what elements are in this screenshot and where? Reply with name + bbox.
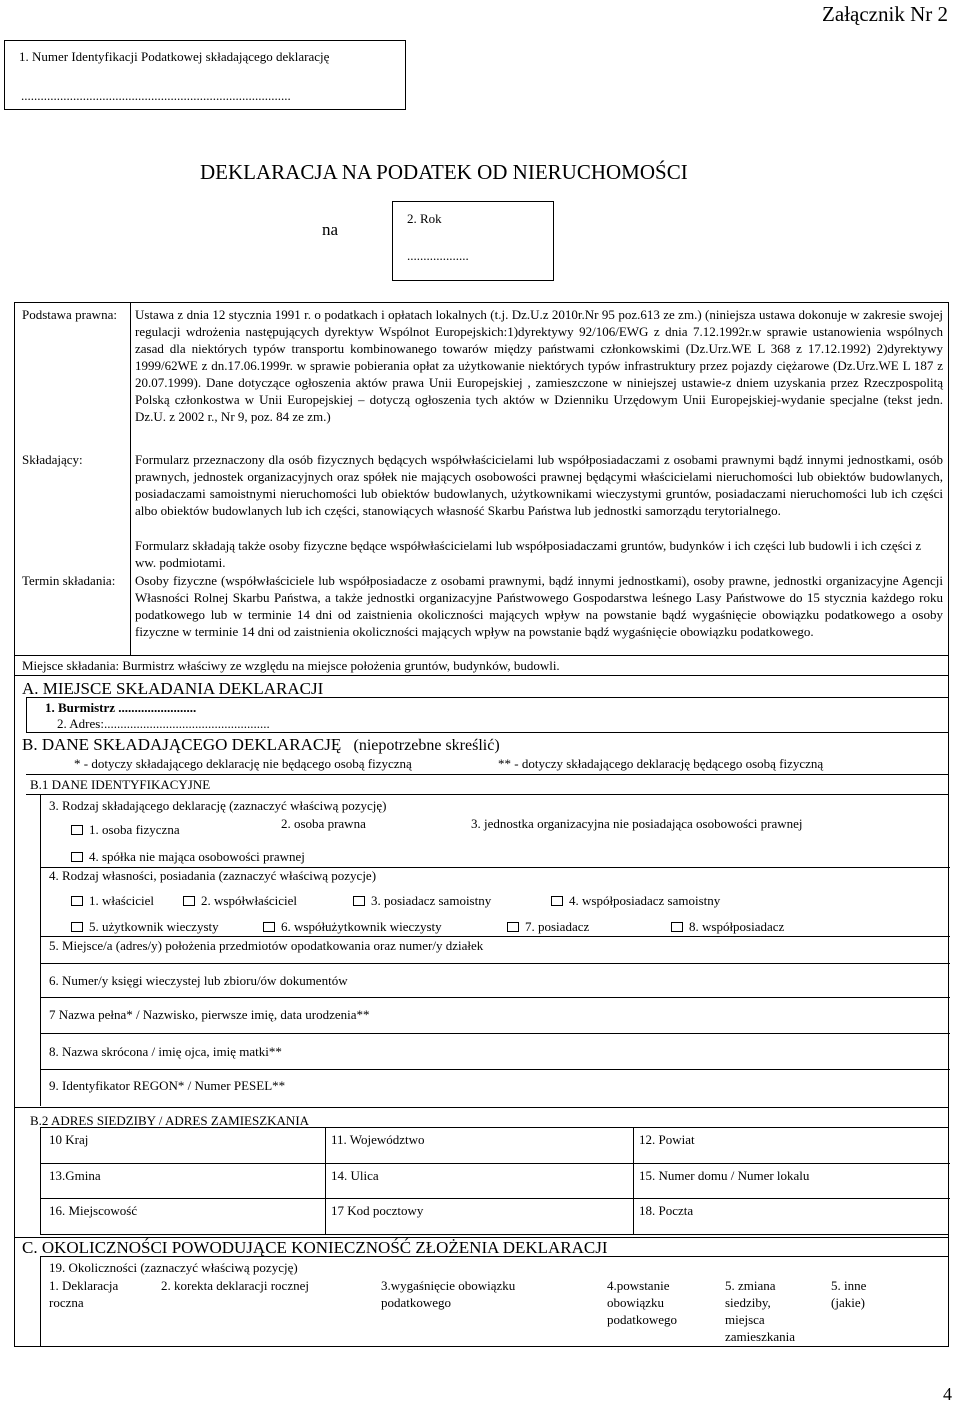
podstawa-text: Ustawa z dnia 12 stycznia 1991 r. o podatkach i opłatach lokalnych (t.j. Dz.U.z 2010r.Nr 95 poz.613 ze zm.) (niniejsza ustawa dokonuje w zakresie swojej regulacji wdrożenia następujących dyrektyw Wspólnot Europejskich:1)dyrektywy 92/106/EWG z dnia 7.12.1992r.w sprawie ustanowienia wspólnych zasad dla niektórych typów transportu kombinowanego towarów między państwami członkowskimi (Dz.Urz.WE L 368 z 17.12.1992) 2)dyrektywy 1999/62WE z dn.17.06.1999r. w sprawie pobierania opłat za użytkowanie niektórych typów infrastruktury przez pojazdy ciężarowe (Dz.Urz.WE L 187 z 20.07.1999). Dane dotyczące ogłoszenia aktów prawa Unii Europejskiej , zamieszczone w niniejszej ustawie-z dniem uzyskania przez Rzeczpospolitą Polską członkostwa w Unii Europejskiej – dotyczą ogłoszenia tych aktów w Dzienniku Urzędowym Unii Europejskiej-wydanie specjalne (tekst jedn. Dz.U. z 2002 r., Nr 9, poz. 84 ze zm.) — [135, 307, 943, 424]
nip-label: 1. Numer Identyfikacji Podatkowej składającego deklarację — [19, 49, 330, 64]
checkbox-icon[interactable] — [507, 922, 519, 932]
miejsce-text: Miejsce składania: Burmistrz właściwy ze względu na miejsce położenia gruntów, budynków, budowli. — [22, 658, 560, 673]
divider — [41, 963, 950, 964]
divider — [14, 655, 949, 656]
divider — [41, 1033, 950, 1034]
numer-domu-field[interactable]: 15. Numer domu / Numer lokalu — [639, 1168, 810, 1183]
option-wspoluzytkownik[interactable]: 6. współużytkownik wieczysty — [263, 918, 442, 935]
checkbox-icon[interactable] — [71, 825, 83, 835]
gmina-field[interactable]: 13.Gmina — [49, 1168, 101, 1183]
section-b-title — [22, 735, 500, 756]
option-wspolposiadacz[interactable]: 8. współposiadacz — [671, 918, 784, 935]
divider — [14, 675, 949, 676]
field-8-label[interactable]: 8. Nazwa skrócona / imię ojca, imię matki** — [49, 1044, 282, 1059]
divider — [41, 1069, 950, 1070]
divider — [325, 1128, 326, 1234]
option-deklaracja-roczna[interactable]: 1. Deklaracja roczna — [49, 1278, 119, 1310]
b1-fields — [40, 794, 949, 1106]
kraj-field[interactable]: 10 Kraj — [49, 1132, 89, 1147]
checkbox-icon[interactable] — [263, 922, 275, 932]
b2-title: B.2 ADRES SIEDZIBY / ADRES ZAMIESZKANIA — [30, 1113, 310, 1128]
option-zmiana-siedziby[interactable]: 5. zmiana siedziby, miejsca zamieszkania — [725, 1278, 796, 1344]
b1-title: B.1 DANE IDENTYFIKACYJNE — [30, 777, 211, 792]
section-b-heading: B. DANE SKŁADAJĄCEGO DEKLARACJĘ — [22, 735, 342, 754]
checkbox-icon[interactable] — [551, 896, 563, 906]
section-a-box — [26, 697, 949, 733]
ulica-field[interactable]: 14. Ulica — [331, 1168, 379, 1183]
field-19-label: 19. Okoliczności (zaznaczyć właściwą pozycję) — [49, 1260, 298, 1275]
checkbox-icon[interactable] — [71, 896, 83, 906]
miejscowosc-field[interactable]: 16. Miejscowość — [49, 1203, 138, 1218]
year-box — [392, 201, 554, 281]
option-posiadacz-samoistny[interactable]: 3. posiadacz samoistny — [353, 892, 491, 909]
label-divider — [130, 302, 131, 655]
wojewodztwo-field[interactable]: 11. Województwo — [331, 1132, 425, 1147]
field-3-label: 3. Rodzaj składającego deklarację (zaznaczyć właściwą pozycję) — [49, 798, 387, 813]
nip-box — [4, 40, 406, 110]
year-label: 2. Rok — [407, 211, 442, 226]
section-c-title: C. OKOLICZNOŚCI POWODUJĄCE KONIECZNOŚĆ ZŁOŻENIA DEKLARACJI — [22, 1238, 608, 1257]
option-jednostka[interactable]: 3. jednostka organizacyjna nie posiadająca osobowości prawnej — [471, 816, 803, 831]
year-dots[interactable]: ................... — [407, 248, 469, 263]
nip-dots[interactable]: ................................................................................... — [21, 88, 291, 103]
section-c-box — [40, 1256, 949, 1347]
burmistrz-field[interactable]: 1. Burmistrz ........................ — [45, 700, 197, 715]
option-wlasciciel[interactable]: 1. właściciel — [71, 892, 154, 909]
field-4-label: 4. Rodzaj własności, posiadania (zaznaczyć właściwą pozycje) — [49, 868, 377, 883]
checkbox-icon[interactable] — [71, 922, 83, 932]
checkbox-icon[interactable] — [353, 896, 365, 906]
field-9-label[interactable]: 9. Identyfikator REGON* / Numer PESEL** — [49, 1078, 286, 1093]
field-6-label[interactable]: 6. Numer/y księgi wieczystej lub zbioru/ów dokumentów — [49, 973, 348, 988]
address-grid — [40, 1127, 949, 1235]
powiat-field[interactable]: 12. Powiat — [639, 1132, 695, 1147]
page-number: 4 — [943, 1384, 952, 1404]
option-osoba-fizyczna[interactable]: 1. osoba fizyczna — [71, 821, 180, 838]
option-korekta[interactable]: 2. korekta deklaracji rocznej — [161, 1278, 309, 1293]
option-spolka[interactable]: 4. spółka nie mająca osobowości prawnej — [71, 848, 305, 865]
option-osoba-prawna[interactable]: 2. osoba prawna — [281, 816, 366, 831]
note-natural-person: ** - dotyczy składającego deklarację będącego osobą fizyczną — [498, 756, 824, 771]
page-title: DEKLARACJA NA PODATEK OD NIERUCHOMOŚCI — [200, 160, 688, 184]
option-posiadacz[interactable]: 7. posiadacz — [507, 918, 589, 935]
annex-label: Załącznik Nr 2 — [822, 2, 948, 26]
divider — [14, 1107, 949, 1108]
divider — [41, 1163, 950, 1164]
checkbox-icon[interactable] — [671, 922, 683, 932]
checkbox-icon[interactable] — [71, 852, 83, 862]
divider — [41, 1198, 950, 1199]
section-b-note: (niepotrzebne skreślić) — [353, 737, 500, 754]
divider — [633, 1128, 634, 1234]
skladajacy-text-2: Formularz składają także osoby fizyczne będące współwłaścicielami lub współposiadaczami gruntów, budynków i ich części lub budowli i ich części z ww. podmiotami. — [135, 538, 922, 570]
option-uzytkownik[interactable]: 5. użytkownik wieczysty — [71, 918, 219, 935]
option-inne[interactable]: 5. inne (jakie) — [831, 1278, 867, 1310]
na-label: na — [322, 220, 339, 239]
field-5-label[interactable]: 5. Miejsce/a (adres/y) położenia przedmiotów opodatkowania oraz numer/y działek — [49, 938, 484, 953]
skladajacy-text: Formularz przeznaczony dla osób fizycznych będących współwłaścicielami lub współposiadaczami z osobami prawnymi bądź innymi jednostkami, osób prawnych, jednostek organizacyjnych oraz spółek nie mających osobowości prawnej będącymi właścicielami nieruchomości lub obiektów budowlanych, posiadaczami samoistnymi nieruchomości lub obiektów budowlanych, użytkownikami wieczystymi gruntów, posiadaczami nieruchomości lub ich części albo obiektów budowlanych lub ich części, stanowiących własność Skarbu Państwa lub jednostki samorządu terytorialnego. — [135, 452, 943, 518]
option-wspolwlasciciel[interactable]: 2. współwłaściciel — [183, 892, 297, 909]
option-wspolposiadacz-samoistny[interactable]: 4. współposiadacz samoistny — [551, 892, 720, 909]
field-7-label[interactable]: 7 Nazwa pełna* / Nazwisko, pierwsze imię, data urodzenia** — [49, 1007, 370, 1022]
note-legal-person: * - dotyczy składającego deklarację nie będącego osobą fizyczną — [74, 756, 412, 771]
section-a-title: A. MIEJSCE SKŁADANIA DEKLARACJI — [22, 679, 324, 698]
checkbox-icon[interactable] — [183, 896, 195, 906]
skladajacy-label: Składający: — [22, 452, 83, 467]
option-powstanie[interactable]: 4.powstanie obowiązku podatkowego — [607, 1278, 678, 1327]
option-wygasniecie[interactable]: 3.wygaśnięcie obowiązku podatkowego — [381, 1278, 516, 1310]
poczta-field[interactable]: 18. Poczta — [639, 1203, 694, 1218]
podstawa-label: Podstawa prawna: — [22, 307, 117, 322]
termin-text: Osoby fizyczne (współwłaściciele lub współposiadacze z osobami prawnymi, bądź innymi jednostkami), osoby prawne, jednostki organizacyjne Agencji Własności Rolnej Skarbu Państwa, a także jednostki organizacyjne Państwowego Gospodarstwa leśnego Lasy Państwowe do 15 stycznia każdego roku podatkowego lub w terminie 14 dni od zaistnienia okoliczności mających wpływ na powstanie bądź wygaśnięcie obowiązku podatkowego a osoby fizyczne w terminie 14 dni od zaistnienia okoliczności mających wpływ na powstanie bądź wygaśnięcie obowiązku podatkowego. — [135, 573, 943, 639]
divider — [26, 774, 949, 775]
termin-label: Termin składania: — [22, 573, 116, 588]
divider — [41, 997, 950, 998]
adres-field[interactable]: 2. Adres:................................................... — [57, 716, 270, 731]
kod-pocztowy-field[interactable]: 17 Kod pocztowy — [331, 1203, 424, 1218]
